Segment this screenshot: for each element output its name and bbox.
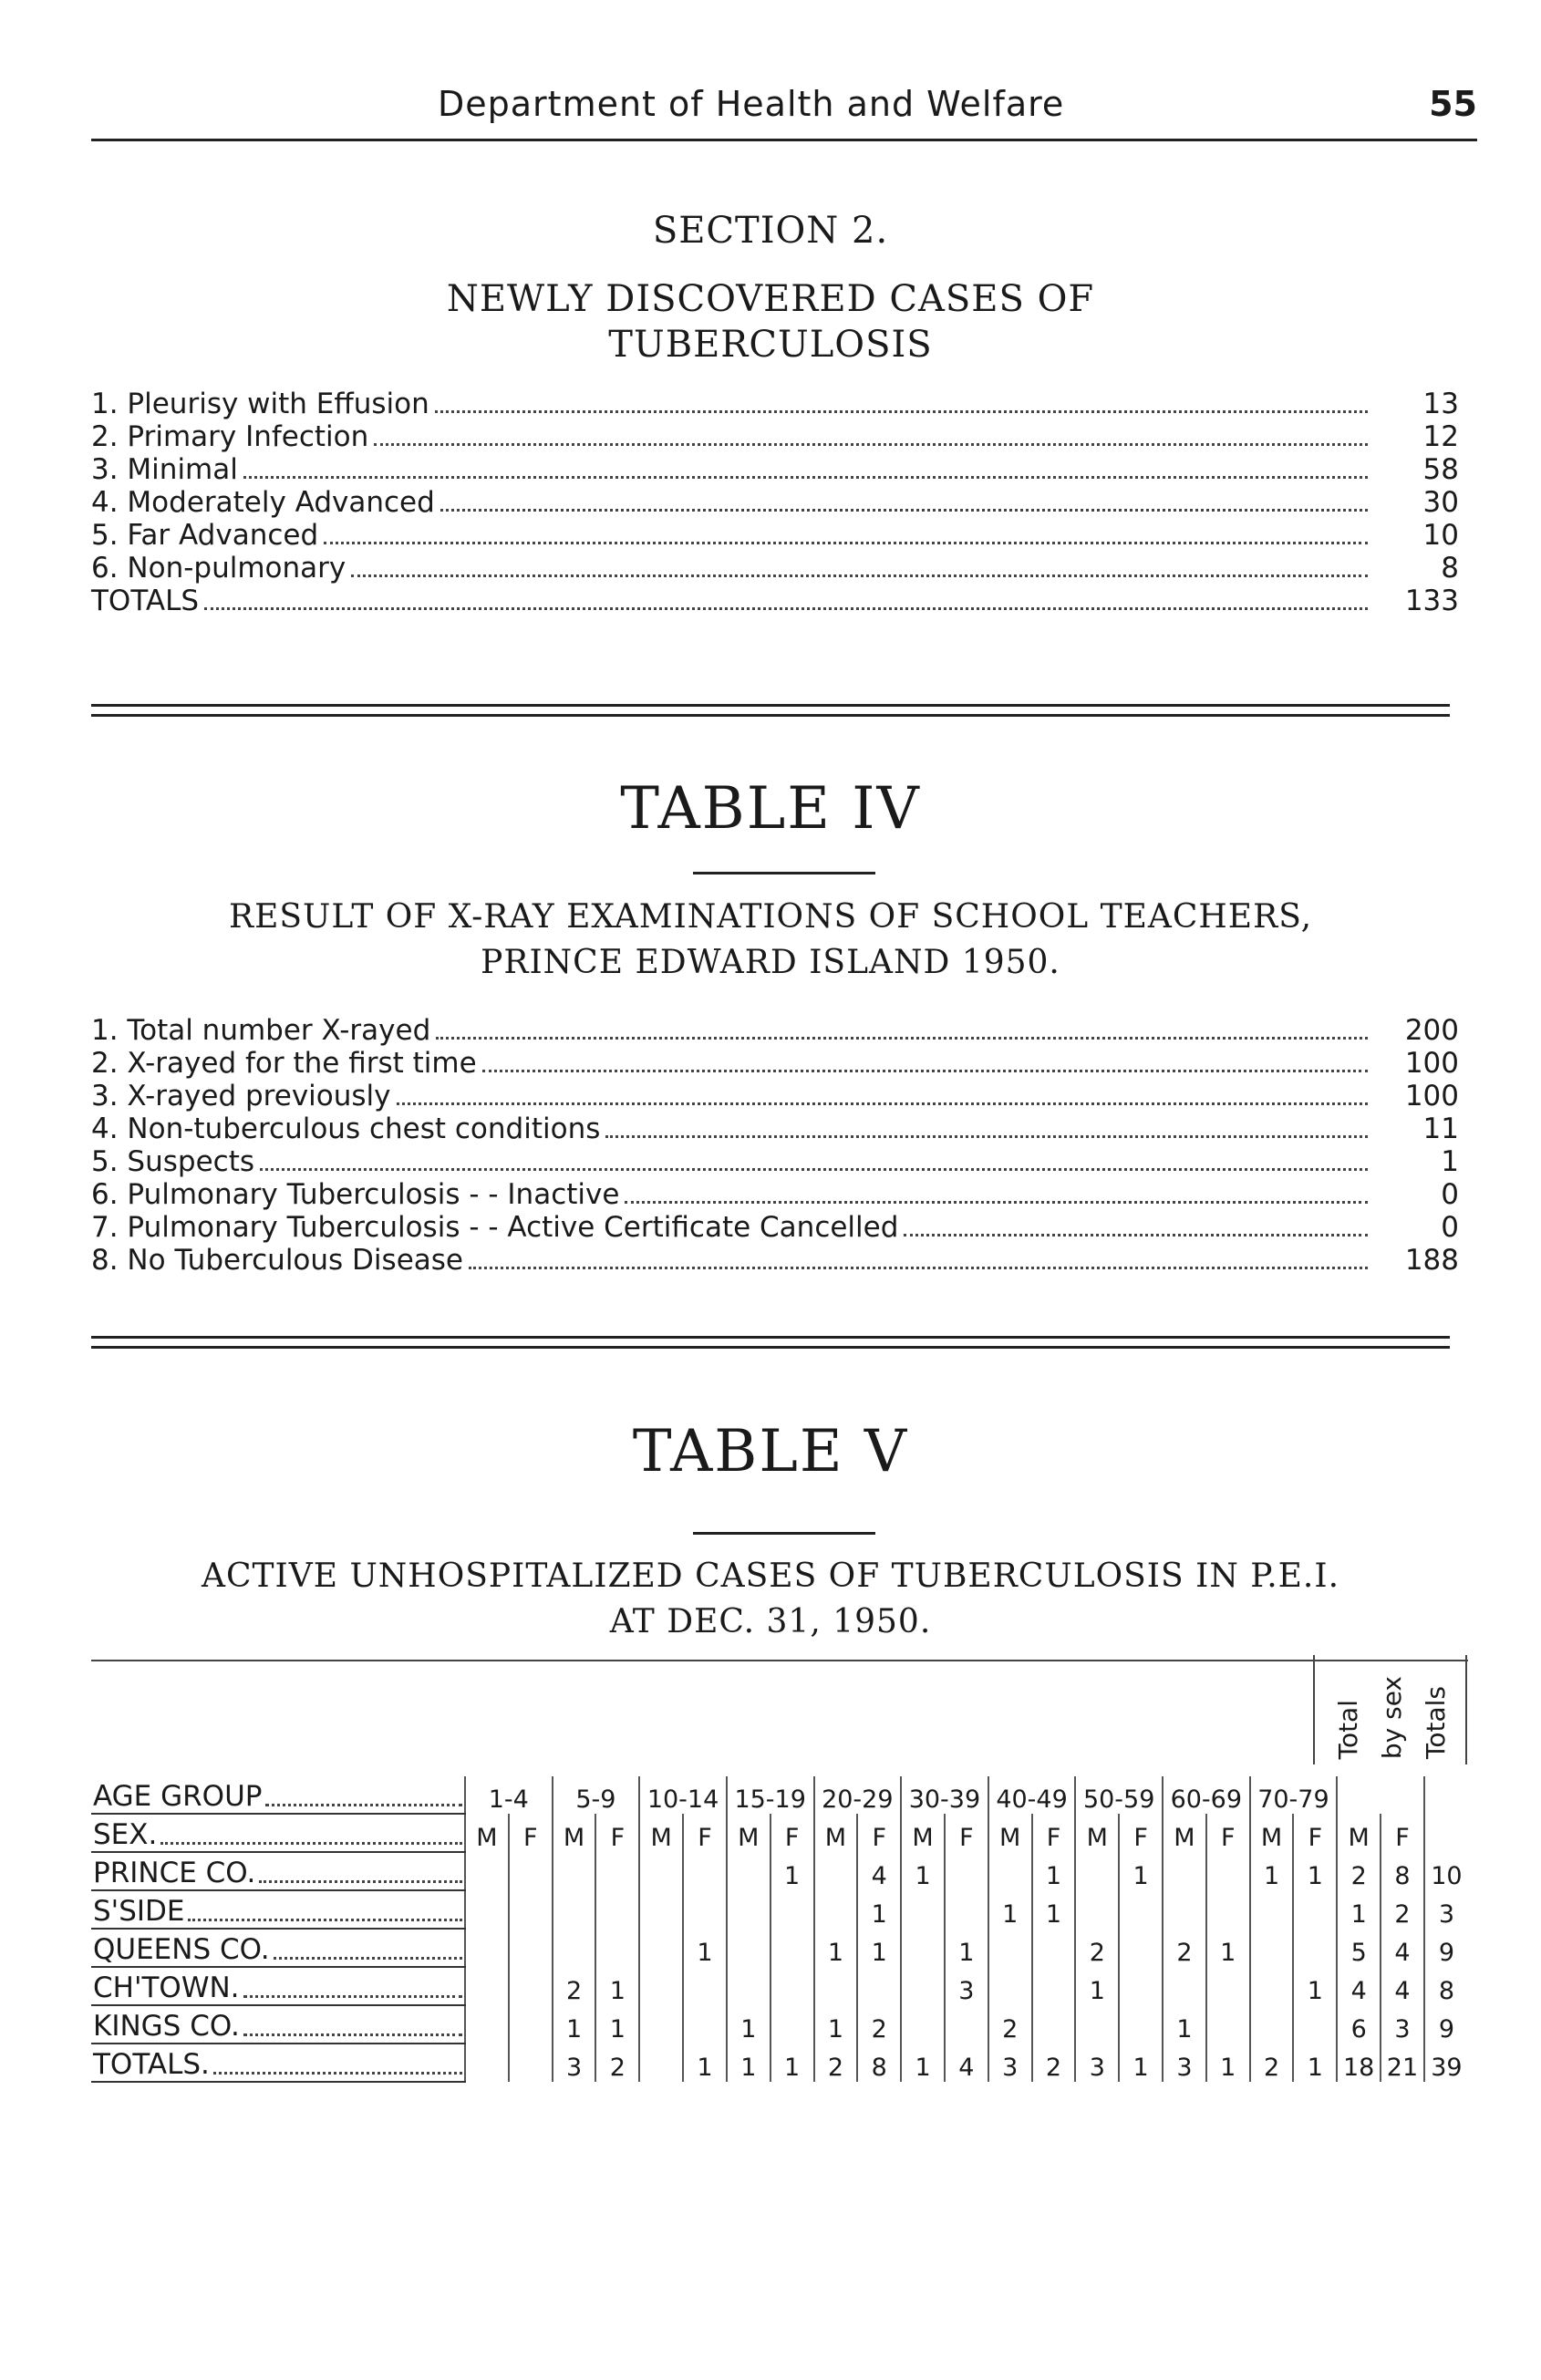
- table-cell: [509, 1929, 553, 1967]
- item-label: 8. No Tuberculous Disease: [91, 1244, 463, 1277]
- table-cell: [553, 1852, 596, 1890]
- table-cell: 2: [1163, 1929, 1206, 1967]
- list-item: [91, 486, 1459, 519]
- table-cell: [683, 1967, 727, 2005]
- table5-title: TABLE V: [632, 1418, 909, 1485]
- table-cell: [945, 1852, 988, 1890]
- table-cell: 21: [1381, 2044, 1424, 2082]
- item-value: 0: [1441, 1211, 1459, 1244]
- table-cell: [639, 2044, 683, 2082]
- table-cell: [945, 2005, 988, 2044]
- table-cell: [1250, 2005, 1294, 2044]
- table-cell: [901, 1967, 945, 2005]
- table-cell: [639, 1967, 683, 2005]
- table-cell: 1: [683, 1929, 727, 1967]
- table-cell: 18: [1337, 2044, 1381, 2082]
- item-label: 5. Suspects: [91, 1145, 255, 1178]
- table-cell: 10: [1424, 1852, 1468, 1890]
- age-group-cell: 20-29: [814, 1776, 902, 1814]
- section-subtitle-line2: TUBERCULOSIS: [608, 324, 933, 366]
- table-cell: [727, 1852, 770, 1890]
- leader-dots: [904, 1234, 1368, 1237]
- table-cell: 1: [1075, 1967, 1119, 2005]
- list-item: [91, 1014, 1459, 1047]
- item-value: 133: [1404, 585, 1459, 617]
- table-cell: [1250, 1967, 1294, 2005]
- table-cell: [1206, 1967, 1250, 2005]
- list-item: [91, 1178, 1459, 1211]
- table-cell: 1: [901, 2044, 945, 2082]
- item-value: 100: [1404, 1047, 1459, 1080]
- section-title: SECTION 2.: [652, 210, 889, 252]
- table-cell: [814, 1967, 858, 2005]
- list-item: [91, 519, 1459, 552]
- sex-cell: F: [857, 1814, 901, 1852]
- row-label: QUEENS CO.: [91, 1929, 465, 1967]
- sex-cell: M: [1250, 1814, 1294, 1852]
- table-cell: 3: [553, 2044, 596, 2082]
- table-cell: [770, 1929, 814, 1967]
- item-value: 13: [1422, 388, 1459, 420]
- table-cell: 8: [1381, 1852, 1424, 1890]
- table-cell: [857, 1967, 901, 2005]
- table-cell: [465, 2044, 509, 2082]
- table-row-s-side: [91, 1890, 1468, 1929]
- table-cell: [901, 2005, 945, 2044]
- table-cell: 8: [1424, 1967, 1468, 2005]
- sex-cell: M: [1337, 1814, 1381, 1852]
- sex-cell: F: [509, 1814, 553, 1852]
- double-rule: [91, 704, 1450, 717]
- table5-caption-line1: ACTIVE UNHOSPITALIZED CASES OF TUBERCULOSIS IN P.E.I.: [201, 1557, 1340, 1595]
- leader-dots: [204, 607, 1368, 610]
- table-cell: 2: [1075, 1929, 1119, 1967]
- table-cell: 1: [857, 1890, 901, 1929]
- section-subtitle-line1: NEWLY DISCOVERED CASES OF: [446, 278, 1095, 320]
- list-item: [91, 1244, 1459, 1277]
- sex-cell: M: [1163, 1814, 1206, 1852]
- sex-cell: M: [1075, 1814, 1119, 1852]
- item-label: 6. Non-pulmonary: [91, 552, 346, 585]
- table-cell: [509, 2005, 553, 2044]
- table-cell: [1119, 2005, 1163, 2044]
- table-cell: 1: [1206, 2044, 1250, 2082]
- table-cell: 3: [1424, 1890, 1468, 1929]
- age-group-cell: 10-14: [639, 1776, 727, 1814]
- item-label: 5. Far Advanced: [91, 519, 319, 552]
- table-cell: [639, 1852, 683, 1890]
- table-cell: [1163, 1967, 1206, 2005]
- table-cell: 2: [857, 2005, 901, 2044]
- sex-cell: F: [1381, 1814, 1424, 1852]
- sex-cell: F: [945, 1814, 988, 1852]
- table-cell: 1: [595, 1967, 639, 2005]
- age-group-cell: [1424, 1776, 1468, 1814]
- table-cell: [1250, 1890, 1294, 1929]
- item-label: 4. Moderately Advanced: [91, 486, 435, 519]
- table-cell: [770, 1890, 814, 1929]
- leader-dots: [440, 509, 1368, 512]
- sex-cell: [1424, 1814, 1468, 1852]
- list-item: [91, 388, 1459, 420]
- table-cell: 1: [1163, 2005, 1206, 2044]
- table-cell: [727, 1890, 770, 1929]
- table-cell: 4: [1381, 1967, 1424, 2005]
- table-cell: 1: [1293, 1852, 1337, 1890]
- row-label: PRINCE CO.: [91, 1852, 465, 1890]
- running-title: Department of Health and Welfare: [438, 84, 1065, 124]
- header-totals: Totals: [1421, 1686, 1451, 1759]
- table-cell: [901, 1890, 945, 1929]
- item-value: 30: [1422, 486, 1459, 519]
- table-cell: [770, 2005, 814, 2044]
- table-cell: [1119, 1929, 1163, 1967]
- item-value: 188: [1404, 1244, 1459, 1277]
- leader-dots: [397, 1102, 1369, 1105]
- item-value: 1: [1441, 1145, 1459, 1178]
- table-row-queens-co: [91, 1929, 1468, 1967]
- table-cell: [465, 1890, 509, 1929]
- table-cell: 2: [814, 2044, 858, 2082]
- sex-cell: M: [727, 1814, 770, 1852]
- table-cell: 6: [1337, 2005, 1381, 2044]
- table4-caption-line2: PRINCE EDWARD ISLAND 1950.: [481, 944, 1060, 981]
- table-cell: [988, 1967, 1032, 2005]
- sex-cell: F: [770, 1814, 814, 1852]
- header-by-sex: by sex: [1377, 1675, 1407, 1759]
- table-cell: [595, 1929, 639, 1967]
- table-cell: [509, 1852, 553, 1890]
- table-cell: [1293, 1890, 1337, 1929]
- age-group-cell: 5-9: [553, 1776, 640, 1814]
- item-label: 3. X-rayed previously: [91, 1080, 391, 1112]
- sex-cell: M: [553, 1814, 596, 1852]
- table-cell: 4: [857, 1852, 901, 1890]
- leader-dots: [374, 443, 1368, 446]
- table-cell: 1: [770, 1852, 814, 1890]
- age-group-cell: 40-49: [988, 1776, 1076, 1814]
- age-group-cell: 30-39: [901, 1776, 988, 1814]
- table-cell: [553, 1929, 596, 1967]
- sex-cell: F: [683, 1814, 727, 1852]
- table-cell: [1250, 1929, 1294, 1967]
- table-cell: 1: [1119, 2044, 1163, 2082]
- table-cell: [727, 1967, 770, 2005]
- sex-cell: F: [1119, 1814, 1163, 1852]
- table-cell: 1: [553, 2005, 596, 2044]
- sex-cell: M: [639, 1814, 683, 1852]
- age-group-cell: 1-4: [465, 1776, 553, 1814]
- list-item: [91, 420, 1459, 453]
- header-total: Total: [1333, 1699, 1363, 1759]
- sex-cell: F: [595, 1814, 639, 1852]
- table-cell: 2: [553, 1967, 596, 2005]
- table-cell: 1: [727, 2044, 770, 2082]
- cases-table: [91, 1776, 1468, 2083]
- table-cell: [465, 1967, 509, 2005]
- table-cell: 1: [683, 2044, 727, 2082]
- table-cell: [1119, 1967, 1163, 2005]
- table-cell: 1: [1206, 1929, 1250, 1967]
- leader-dots: [243, 476, 1368, 479]
- item-value: 58: [1422, 453, 1459, 486]
- leader-dots: [324, 542, 1368, 544]
- table-cell: 1: [814, 2005, 858, 2044]
- table-cell: [1032, 1929, 1076, 1967]
- table-cell: [1075, 2005, 1119, 2044]
- row-label: CH'TOWN.: [91, 1967, 465, 2005]
- sex-row: [91, 1814, 1468, 1852]
- table-cell: 8: [857, 2044, 901, 2082]
- title-rule: [693, 1532, 875, 1535]
- table-cell: [988, 1852, 1032, 1890]
- sex-cell: M: [465, 1814, 509, 1852]
- table-cell: [639, 1890, 683, 1929]
- table-cell: [465, 1929, 509, 1967]
- table-cell: [770, 1967, 814, 2005]
- sex-cell: M: [988, 1814, 1032, 1852]
- sex-cell: M: [814, 1814, 858, 1852]
- leader-dots: [435, 410, 1368, 413]
- table-cell: 1: [1032, 1890, 1076, 1929]
- item-value: 100: [1404, 1080, 1459, 1112]
- item-label: TOTALS: [91, 585, 200, 617]
- row-label: AGE GROUP: [91, 1776, 465, 1814]
- table-cell: 1: [1032, 1852, 1076, 1890]
- list-item: [91, 552, 1459, 585]
- age-group-cell: 60-69: [1163, 1776, 1250, 1814]
- item-label: 7. Pulmonary Tuberculosis - - Active Certificate Cancelled: [91, 1211, 899, 1244]
- age-group-cell: 50-59: [1075, 1776, 1163, 1814]
- table-cell: 3: [945, 1967, 988, 2005]
- item-label: 2. Primary Infection: [91, 420, 369, 453]
- table-cell: 1: [770, 2044, 814, 2082]
- table-cell: 2: [1250, 2044, 1294, 2082]
- item-label: 1. Total number X-rayed: [91, 1014, 431, 1047]
- row-label: TOTALS.: [91, 2044, 465, 2082]
- item-value: 10: [1422, 519, 1459, 552]
- table-cell: 2: [1381, 1890, 1424, 1929]
- list-item: [91, 1080, 1459, 1112]
- table5-caption-line2: AT DEC. 31, 1950.: [609, 1603, 932, 1640]
- table-cell: [639, 1929, 683, 1967]
- table-cell: 4: [1381, 1929, 1424, 1967]
- item-value: 12: [1422, 420, 1459, 453]
- table-cell: [465, 2005, 509, 2044]
- row-label: S'SIDE: [91, 1890, 465, 1929]
- table-cell: [509, 2044, 553, 2082]
- table-cell: [988, 1929, 1032, 1967]
- sex-cell: M: [901, 1814, 945, 1852]
- leader-dots: [625, 1201, 1368, 1204]
- table-cell: [1206, 1852, 1250, 1890]
- table-cell: 1: [945, 1929, 988, 1967]
- table-top-rule: [91, 1660, 1468, 1661]
- table4-list: [91, 1014, 1459, 1277]
- item-value: 8: [1441, 552, 1459, 585]
- table-cell: [1163, 1852, 1206, 1890]
- double-rule: [91, 1336, 1450, 1349]
- table-cell: [639, 2005, 683, 2044]
- table-cell: [509, 1890, 553, 1929]
- table-cell: 2: [988, 2005, 1032, 2044]
- totals-column-header: [1313, 1655, 1467, 1764]
- table-cell: [683, 2005, 727, 2044]
- item-value: 11: [1422, 1112, 1459, 1145]
- table-row-chtown: [91, 1967, 1468, 2005]
- table-cell: [465, 1852, 509, 1890]
- list-item-total: [91, 585, 1459, 617]
- leader-dots: [605, 1135, 1368, 1138]
- row-label: SEX.: [91, 1814, 465, 1852]
- table-cell: 3: [988, 2044, 1032, 2082]
- table-cell: 4: [1337, 1967, 1381, 2005]
- table-cell: [1032, 2005, 1076, 2044]
- table-cell: 1: [988, 1890, 1032, 1929]
- item-label: 1. Pleurisy with Effusion: [91, 388, 429, 420]
- leader-dots: [482, 1070, 1368, 1072]
- list-item: [91, 1211, 1459, 1244]
- item-label: 2. X-rayed for the first time: [91, 1047, 477, 1080]
- table-cell: [1206, 2005, 1250, 2044]
- table-cell: 1: [901, 1852, 945, 1890]
- running-header: [91, 84, 1477, 141]
- sex-cell: F: [1032, 1814, 1076, 1852]
- table-cell: 9: [1424, 1929, 1468, 1967]
- list-item: [91, 1112, 1459, 1145]
- table-cell: 1: [857, 1929, 901, 1967]
- table-cell: 1: [1250, 1852, 1294, 1890]
- table-cell: 5: [1337, 1929, 1381, 1967]
- table4-caption-line1: RESULT OF X-RAY EXAMINATIONS OF SCHOOL TEACHERS,: [228, 898, 1313, 936]
- table-cell: [683, 1852, 727, 1890]
- table-cell: 3: [1075, 2044, 1119, 2082]
- leader-dots: [260, 1168, 1368, 1171]
- table-cell: [1163, 1890, 1206, 1929]
- age-group-cell: 70-79: [1250, 1776, 1338, 1814]
- list-item: [91, 1047, 1459, 1080]
- table-cell: [595, 1852, 639, 1890]
- table-cell: [901, 1929, 945, 1967]
- table-cell: 1: [1119, 1852, 1163, 1890]
- list-item: [91, 1145, 1459, 1178]
- table-cell: [1075, 1890, 1119, 1929]
- table-cell: [595, 1890, 639, 1929]
- table-cell: 1: [1293, 1967, 1337, 2005]
- table-cell: 39: [1424, 2044, 1468, 2082]
- age-group-cell: [1337, 1776, 1424, 1814]
- table-cell: [1119, 1890, 1163, 1929]
- table-cell: 3: [1381, 2005, 1424, 2044]
- table-cell: [727, 1929, 770, 1967]
- table4-title: TABLE IV: [620, 775, 921, 843]
- table-cell: [1293, 2005, 1337, 2044]
- leader-dots: [436, 1037, 1368, 1040]
- table-cell: [509, 1967, 553, 2005]
- title-rule: [693, 872, 875, 874]
- table-cell: 1: [1337, 1890, 1381, 1929]
- table-cell: 1: [727, 2005, 770, 2044]
- table-cell: 1: [595, 2005, 639, 2044]
- section2-list: [91, 388, 1459, 617]
- item-label: 6. Pulmonary Tuberculosis - - Inactive: [91, 1178, 620, 1211]
- table-cell: [553, 1890, 596, 1929]
- table-cell: 4: [945, 2044, 988, 2082]
- table-row-kings-co: [91, 2005, 1468, 2044]
- table-cell: [814, 1890, 858, 1929]
- table-cell: [1075, 1852, 1119, 1890]
- age-group-cell: 15-19: [727, 1776, 814, 1814]
- row-label: KINGS CO.: [91, 2005, 465, 2044]
- table-cell: [1032, 1967, 1076, 2005]
- table-cell: 1: [1293, 2044, 1337, 2082]
- table-cell: [1293, 1929, 1337, 1967]
- item-value: 200: [1404, 1014, 1459, 1047]
- sex-cell: F: [1206, 1814, 1250, 1852]
- leader-dots: [351, 574, 1368, 577]
- sex-cell: F: [1293, 1814, 1337, 1852]
- leader-dots: [469, 1267, 1368, 1269]
- item-label: 4. Non-tuberculous chest conditions: [91, 1112, 601, 1145]
- table-row-prince-co: [91, 1852, 1468, 1890]
- table-cell: 2: [1032, 2044, 1076, 2082]
- page-number: 55: [1429, 84, 1477, 124]
- table-cell: [945, 1890, 988, 1929]
- table-cell: 2: [1337, 1852, 1381, 1890]
- table-row-totals: [91, 2044, 1468, 2082]
- item-value: 0: [1441, 1178, 1459, 1211]
- table-cell: 9: [1424, 2005, 1468, 2044]
- table-cell: [683, 1890, 727, 1929]
- age-group-row: [91, 1776, 1468, 1814]
- item-label: 3. Minimal: [91, 453, 238, 486]
- table-cell: [1206, 1890, 1250, 1929]
- list-item: [91, 453, 1459, 486]
- table-cell: 3: [1163, 2044, 1206, 2082]
- table-cell: [814, 1852, 858, 1890]
- table-cell: 1: [814, 1929, 858, 1967]
- table-cell: 2: [595, 2044, 639, 2082]
